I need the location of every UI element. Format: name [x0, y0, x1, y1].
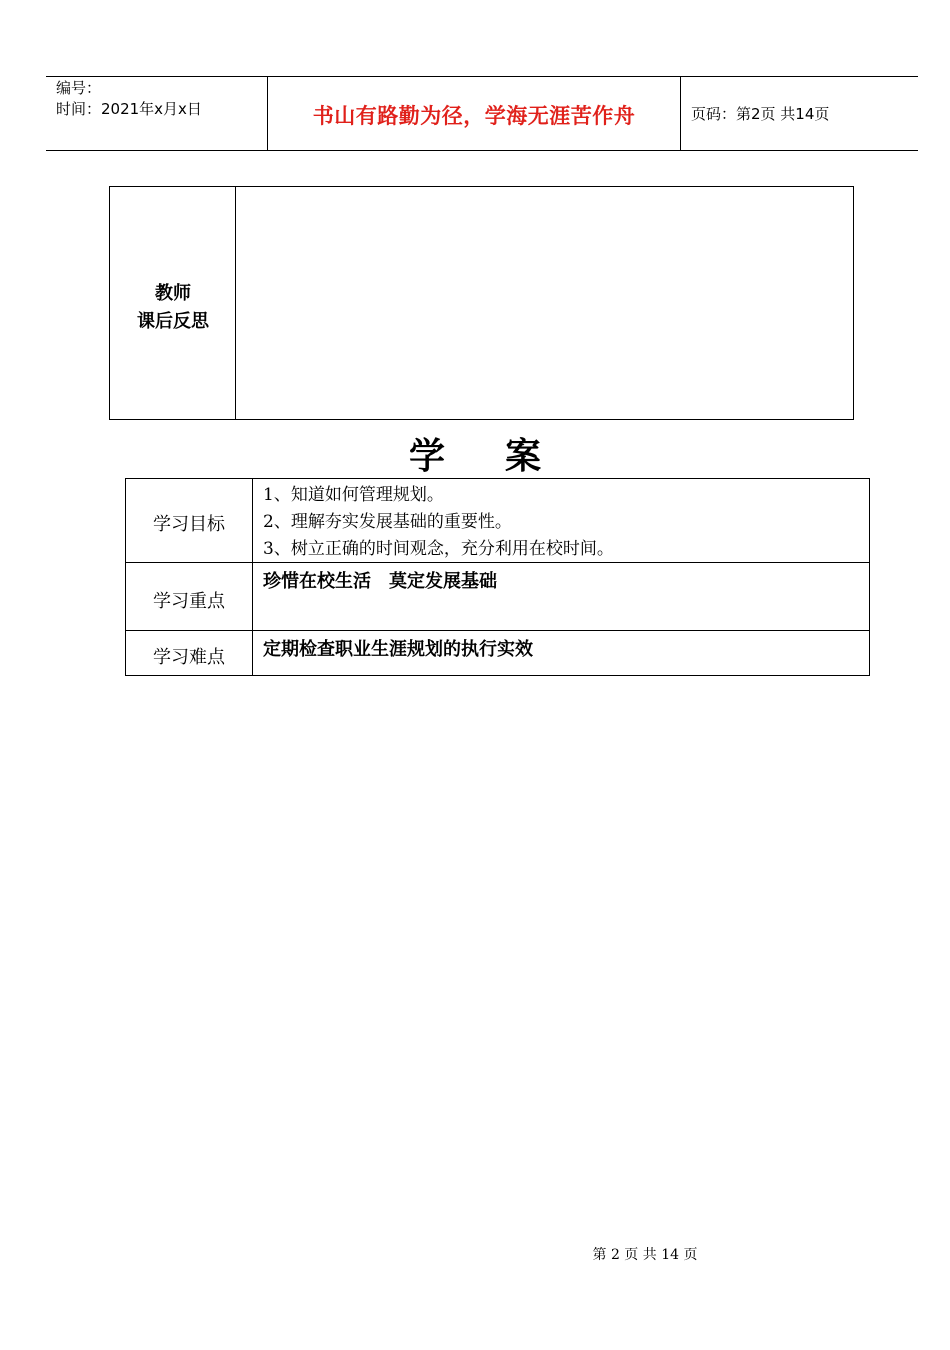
number-label: 编号：	[56, 79, 102, 97]
plan-row-goals	[126, 479, 869, 563]
header-page-label: 页码：第2页 共14页	[691, 105, 830, 123]
plan-row-content: 珍惜在校生活 莫定发展基础	[263, 571, 497, 592]
header-top-rule	[46, 76, 918, 77]
goal-line: 3、树立正确的时间观念，充分利用在校时间。	[263, 539, 614, 559]
reflection-label	[110, 280, 236, 336]
study-plan-table	[125, 478, 870, 676]
plan-row-difficulties	[126, 631, 869, 675]
plan-row-key-points	[126, 563, 869, 631]
goal-line: 2、理解夯实发展基础的重要性。	[263, 512, 512, 532]
plan-row-content: 定期检查职业生涯规划的执行实效	[263, 639, 533, 660]
page-title: 学案	[408, 436, 601, 477]
header-left-block	[56, 78, 202, 120]
goal-line: 1、知道如何管理规划。	[263, 485, 444, 505]
plan-row-content	[263, 482, 614, 563]
plan-row-label: 学习目标	[153, 514, 225, 535]
reflection-label-line2: 课后反思	[137, 311, 209, 332]
header-motto: 书山有路勤为径，学海无涯苦作舟	[312, 104, 636, 128]
reflection-label-cell	[110, 187, 236, 419]
teacher-reflection-table	[109, 186, 854, 420]
header-divider-right	[680, 76, 681, 150]
header-bottom-rule	[46, 150, 918, 151]
plan-row-label: 学习重点	[153, 591, 225, 612]
reflection-label-line1: 教师	[155, 283, 191, 304]
page-footer: 第 2 页 共 14 页	[592, 1247, 698, 1263]
plan-row-label: 学习难点	[153, 647, 225, 668]
time-label: 时间：2021年x月x日	[56, 100, 202, 118]
